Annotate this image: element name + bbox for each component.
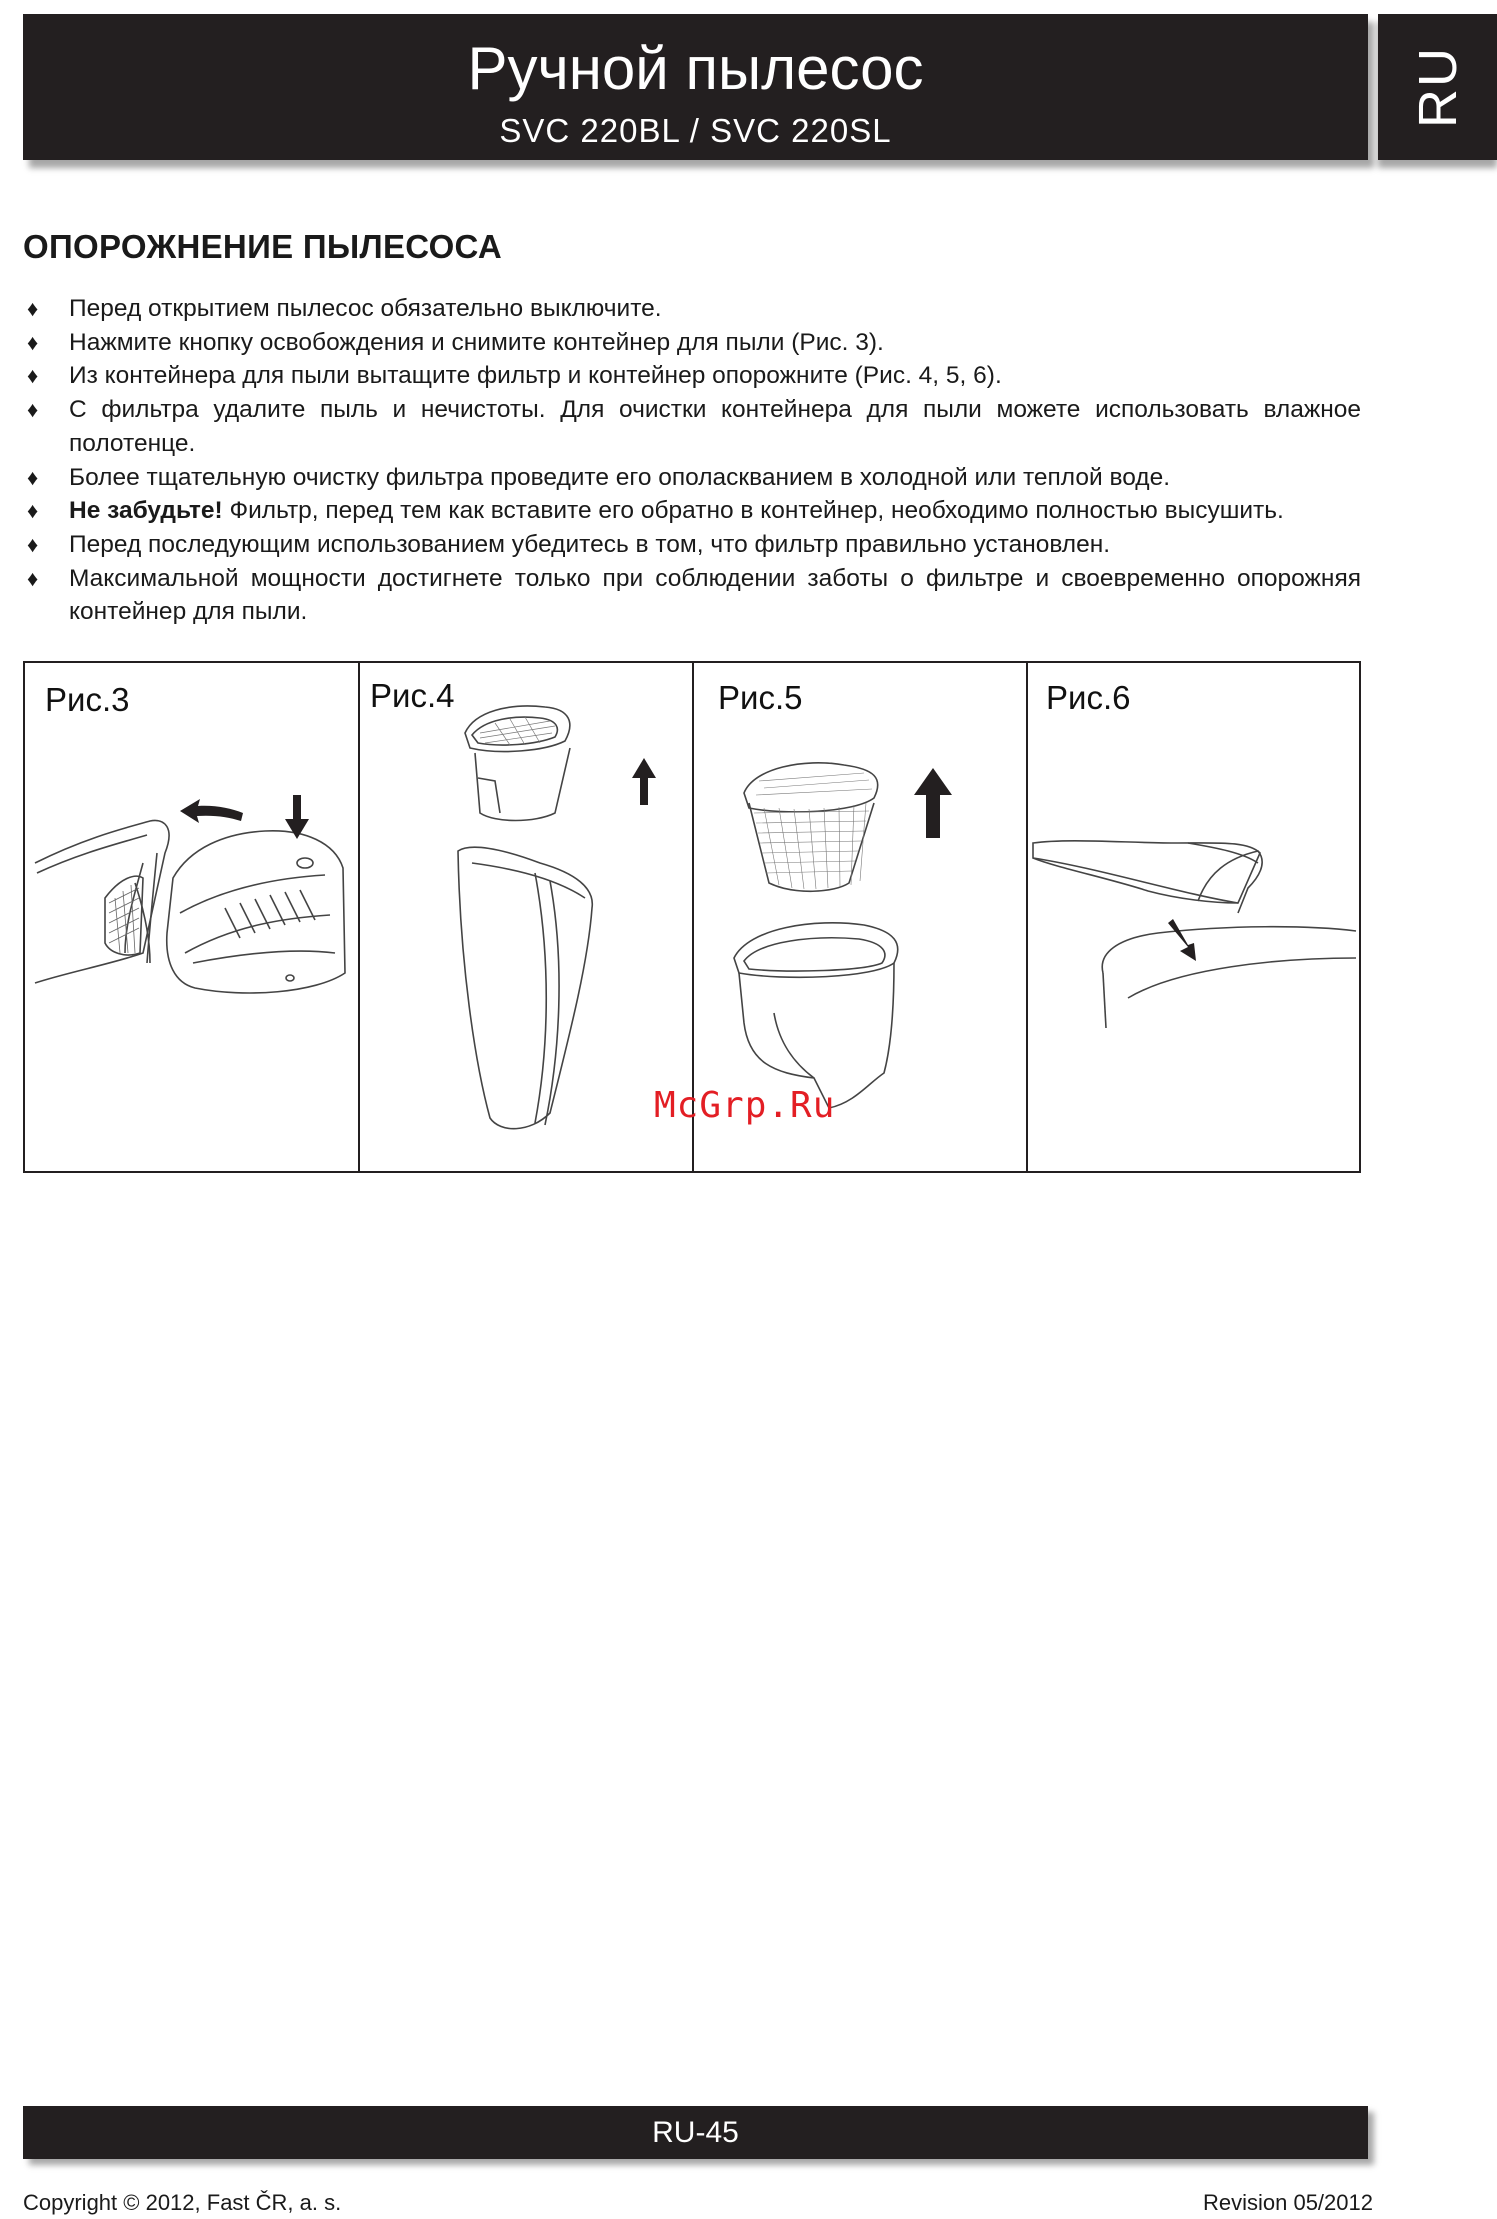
page-number: RU-45 (652, 2116, 739, 2149)
bullet-diamond-icon: ♦ (27, 363, 39, 389)
section-title: ОПОРОЖНЕНИЕ ПЫЛЕСОСА (23, 228, 502, 265)
revision-text: Revision 05/2012 (1202, 2190, 1373, 2215)
arrow-icon (914, 768, 952, 838)
copyright-text: Copyright © 2012, Fast ČR, a. s. (23, 2190, 342, 2215)
list-item: ♦ Перед открытием пылесос обязательно выключите. (23, 292, 1361, 326)
list-item: ♦ Максимальной мощности достигнете только при соблюдении заботы о фильтре и своевременно опорожняя контейнер для пыли. (23, 562, 1361, 629)
bullet-diamond-icon: ♦ (27, 565, 39, 591)
page-title: Ручной пылесос (467, 35, 924, 102)
arrow-icon (1168, 919, 1196, 961)
bullet-diamond-icon: ♦ (27, 498, 39, 524)
language-tab-label: RU (1407, 46, 1468, 128)
figure-label: Рис.4 (370, 677, 455, 714)
figure-cell-4 (360, 663, 694, 1171)
bullet-diamond-icon: ♦ (27, 329, 39, 355)
emptying-container-illustration (1028, 663, 1361, 1171)
instruction-list (23, 292, 1361, 629)
figure-cell-6 (1028, 663, 1363, 1171)
header-bar (23, 14, 1368, 160)
arrow-icon (632, 758, 656, 805)
list-item: ♦ Из контейнера для пыли вытащите фильтр и контейнер опорожните (Рис. 4, 5, 6). (23, 359, 1361, 393)
bullet-diamond-icon: ♦ (27, 531, 39, 557)
language-tab (1378, 14, 1497, 160)
list-item: ♦ Более тщательную очистку фильтра проведите его ополаскванием в холодной или теплой воде. (23, 461, 1361, 495)
bullet-diamond-icon: ♦ (27, 296, 39, 321)
figure-label: Рис.6 (1046, 679, 1131, 716)
watermark: McGrp.Ru (654, 1085, 836, 1126)
footer-bar (23, 2106, 1368, 2159)
figure-label: Рис.3 (45, 681, 130, 718)
bullet-diamond-icon: ♦ (27, 464, 39, 490)
model-subtitle: SVC 220BL / SVC 220SL (499, 112, 892, 149)
figure-label: Рис.5 (718, 679, 803, 716)
list-item: ♦ Не забудьте! Фильтр, перед тем как вставите его обратно в контейнер, необходимо полностью высушить. (23, 494, 1361, 528)
list-item: ♦ Перед последующим использованием убедитесь в том, что фильтр правильно установлен. (23, 528, 1361, 562)
list-item: ♦ С фильтра удалите пыль и нечистоты. Для очистки контейнера для пыли можете использовать влажное полотенце. (23, 393, 1361, 460)
bullet-diamond-icon: ♦ (27, 397, 39, 423)
vacuum-release-illustration (25, 663, 358, 1171)
list-item: ♦ Нажмите кнопку освобождения и снимите контейнер для пыли (Рис. 3). (23, 326, 1361, 360)
filter-removal-illustration (360, 663, 692, 1171)
figure-cell-3 (25, 663, 360, 1171)
warning-emphasis: Не забудьте! (69, 497, 223, 525)
